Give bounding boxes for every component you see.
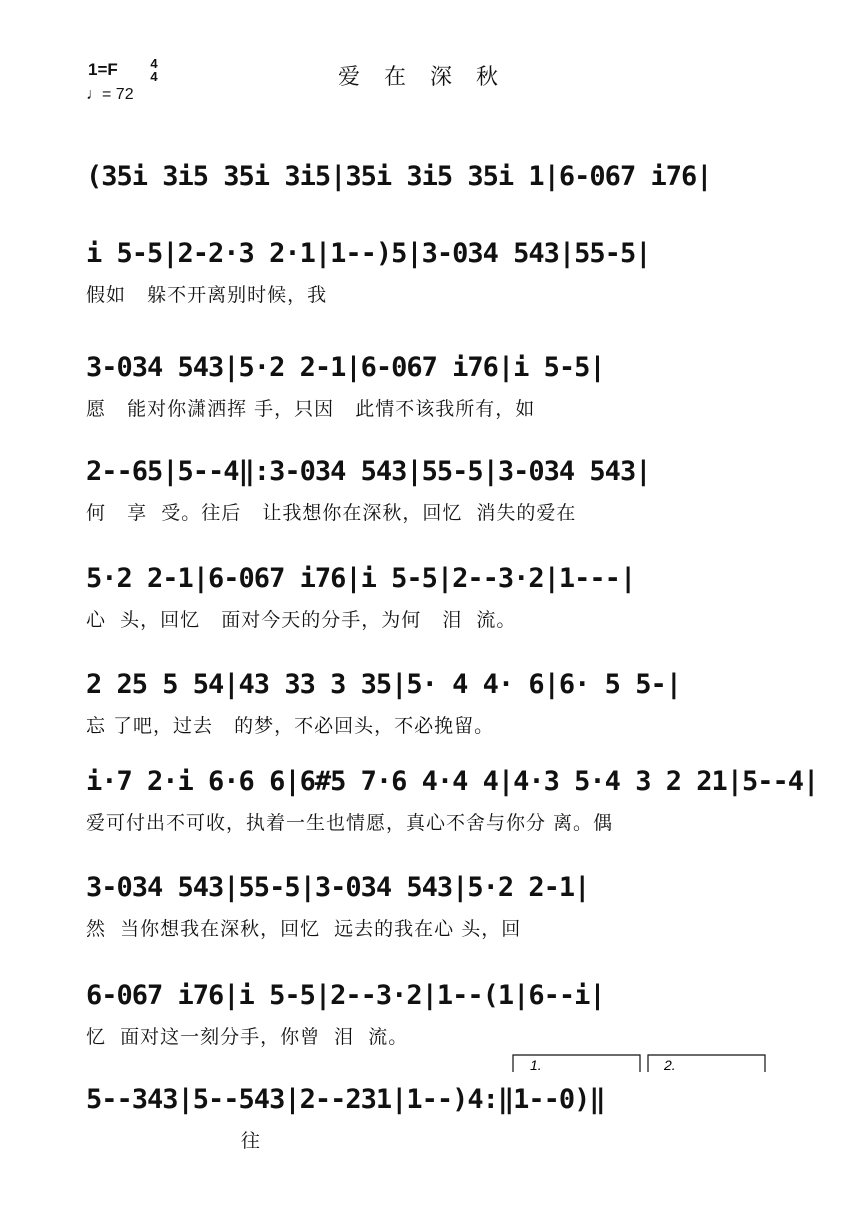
lyrics-text: 爱可付出不可收，执着一生也情愿，真心不舍与你分 离。偶	[86, 812, 614, 834]
notation-text: 6-067 i76|i 5-5|2--3·2|1--(1|6--i|	[86, 980, 605, 1011]
lyrics-text: 忆 面对这一刻分手，你曾 泪 流。	[86, 1026, 409, 1048]
first-ending-label: 1.	[530, 1057, 542, 1073]
tempo-marking: ♩= 72	[86, 86, 134, 103]
notation-text: i 5-5|2-2·3 2·1|1--)5|3-034 543|55-5|	[86, 238, 651, 269]
notation-text: (35i 3i5 35i 3i5|35i 3i5 35i 1|6-067 i76|	[86, 161, 712, 192]
notation-text: 2 25 5 54|43 33 3 35|5· 4 4· 6|6· 5 5-|	[86, 669, 681, 700]
lyrics-text: 往	[86, 1130, 261, 1152]
notation-text: i·7 2·i 6·6 6|6#5 7·6 4·4 4|4·3 5·4 3 2 21|5--4|	[86, 766, 819, 797]
time-signature-top: 4	[150, 56, 158, 71]
notation-text: 5·2 2-1|6-067 i76|i 5-5|2--3·2|1---|	[86, 563, 636, 594]
lyrics-text: 愿 能对你潇洒挥 手，只因 此情不该我所有，如	[86, 398, 536, 420]
lyrics-text: 何 享 受。往后 让我想你在深秋，回忆 消失的爱在	[86, 502, 577, 524]
time-signature-bottom: 4	[150, 69, 158, 84]
notation-text: 3-034 543|5·2 2-1|6-067 i76|i 5-5|	[86, 352, 605, 383]
notation-text: 3-034 543|55-5|3-034 543|5·2 2-1|	[86, 872, 590, 903]
notation-text: 2--65|5--4‖:3-034 543|55-5|3-034 543|	[86, 456, 651, 487]
lyrics-text: 心 头，回忆 面对今天的分手，为何 泪 流。	[86, 609, 517, 631]
notation-text: 5--343|5--543|2--231|1--)4:‖1--0)‖	[86, 1084, 605, 1115]
key-signature: 1=F	[88, 60, 118, 79]
song-title: 爱在深秋	[337, 65, 522, 90]
lyrics-text: 然 当你想我在深秋，回忆 远去的我在心 头，回	[86, 918, 522, 940]
second-ending-label: 2.	[664, 1057, 676, 1073]
lyrics-text: 忘 了吧，过去 的梦，不必回头，不必挽留。	[86, 715, 495, 737]
lyrics-text: 假如 躲不开离别时候，我	[86, 284, 328, 306]
